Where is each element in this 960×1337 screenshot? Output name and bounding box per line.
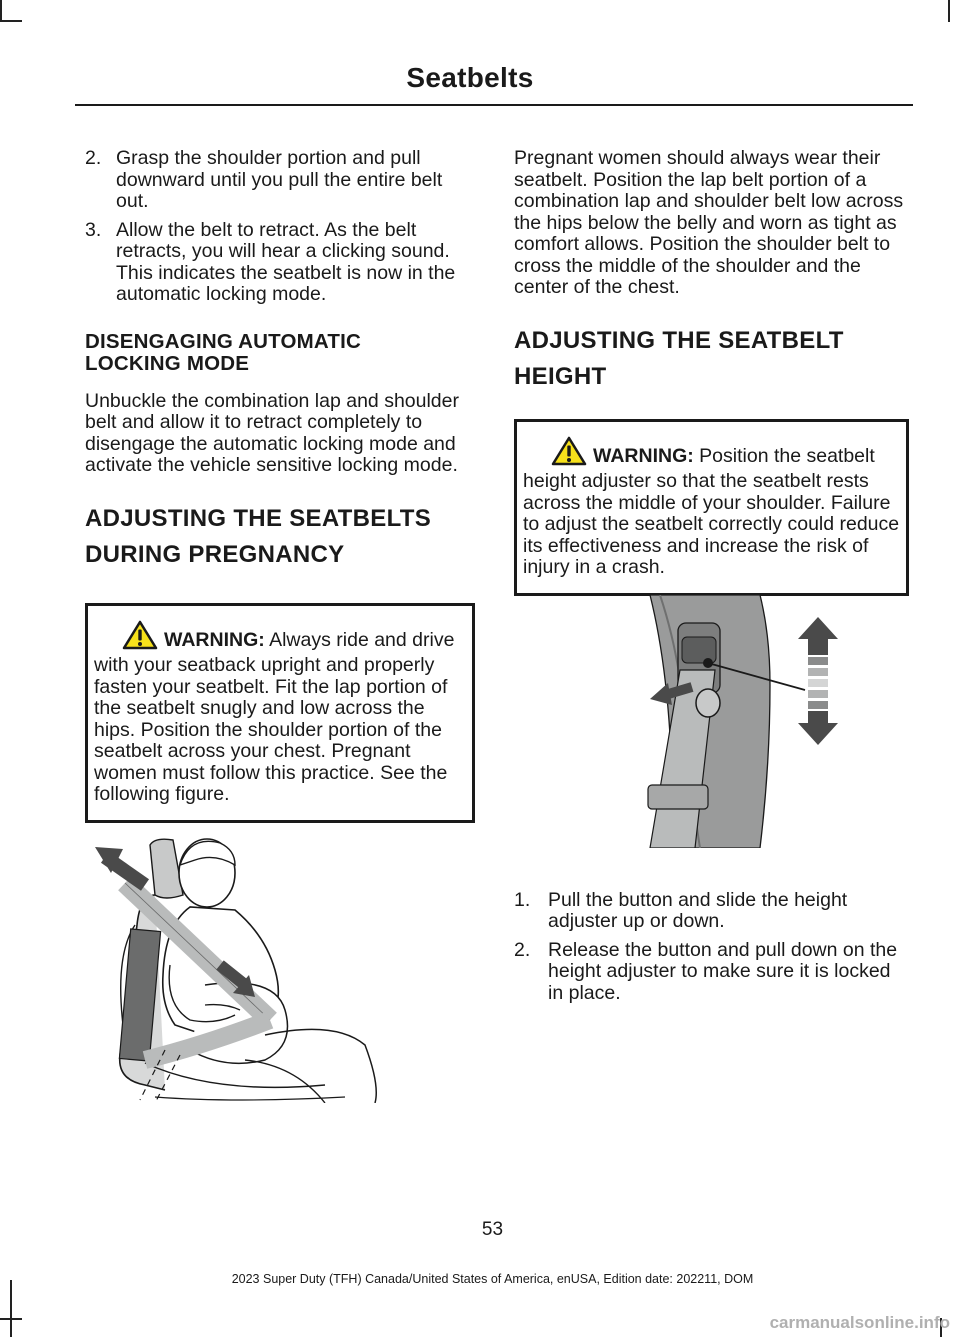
step-text: Release the button and pull down on the height adjuster to make sure it is locked in place.: [548, 938, 898, 1004]
crop-mark-top-left-h: [0, 20, 22, 22]
height-heading: [514, 327, 909, 391]
left-steps-list: [85, 148, 475, 306]
heading-line: LOCKING MODE: [85, 351, 250, 375]
pregnant-seatbelt-figure: [95, 835, 395, 1103]
page-title: Seatbelts: [406, 62, 534, 93]
right-steps-list: [514, 890, 909, 1005]
warning-text: Always ride and drive with your seatback upright and properly fasten your seatbelt. Fit the lap portion of the seatbelt snugly and low across the hips. Position the shoulder portion of the seatbelt across your chest. Pregnant women must follow this practice. See the following figure.: [94, 628, 455, 805]
heading-line: ADJUSTING THE SEATBELTS: [85, 504, 432, 532]
header-rule: [75, 104, 913, 106]
warning-text: Position the seatbelt height adjuster so that the seatbelt rests across the middle of your shoulder. Failure to adjust the seatbelt correctly could reduce its effectiveness and increase the risk of injury in a crash.: [523, 444, 900, 578]
step-text: Grasp the shoulder portion and pull downward until you pull the entire belt out.: [116, 147, 443, 212]
heading-line: DISENGAGING AUTOMATIC: [85, 329, 362, 353]
crop-mark-bottom-left: [10, 1280, 12, 1337]
height-adjuster-figure: [620, 595, 850, 848]
watermark: carmanualsonline.info: [769, 1313, 950, 1332]
step-text: Pull the button and slide the height adjuster up or down.: [548, 888, 848, 932]
list-item: [85, 148, 475, 213]
pregnancy-warning-box: [85, 603, 475, 823]
heading-line: ADJUSTING THE SEATBELT: [514, 326, 844, 354]
page-number: 53: [481, 1219, 504, 1240]
disengage-heading: [85, 331, 475, 375]
step-number: 1.: [514, 888, 531, 911]
step-number: 2.: [85, 147, 102, 169]
crop-mark-top-right: [948, 0, 950, 22]
warning-triangle-icon: [122, 620, 158, 656]
crop-mark-top-left: [0, 0, 2, 22]
warning-triangle-icon: [551, 436, 587, 472]
left-column: [85, 148, 475, 823]
warning-label: WARNING:: [593, 444, 694, 467]
step-number: 2.: [514, 938, 531, 961]
disengage-paragraph: Unbuckle the combination lap and shoulder belt and allow it to retract completely to disengage the automatic locking mode and activate the vehicle sensitive locking mode.: [85, 389, 459, 476]
height-warning-box: [514, 419, 909, 596]
heading-line: HEIGHT: [514, 362, 607, 390]
step-text: Allow the belt to retract. As the belt retracts, you will hear a clicking sound. This indicates the seatbelt is now in the automatic locking mode.: [116, 218, 456, 305]
list-item: [514, 890, 909, 933]
heading-line: DURING PREGNANCY: [85, 540, 345, 568]
list-item: [514, 940, 909, 1005]
warning-label: WARNING:: [164, 628, 265, 651]
pregnant-paragraph: Pregnant women should always wear their seatbelt. Position the lap belt portion of a combination lap and shoulder belt low across the hips below the belly and worn as tight as comfort allows. Position the shoulder belt to cross the middle of the shoulder and the center of the chest.: [514, 147, 904, 298]
pregnancy-heading: [85, 505, 475, 569]
list-item: [85, 220, 475, 306]
right-column: [514, 148, 909, 1011]
footer-edition-note: 2023 Super Duty (TFH) Canada/United States of America, enUSA, Edition date: 202211, DOM: [231, 1272, 754, 1286]
crop-mark-bottom-left-h: [0, 1318, 22, 1320]
step-number: 3.: [85, 218, 102, 241]
